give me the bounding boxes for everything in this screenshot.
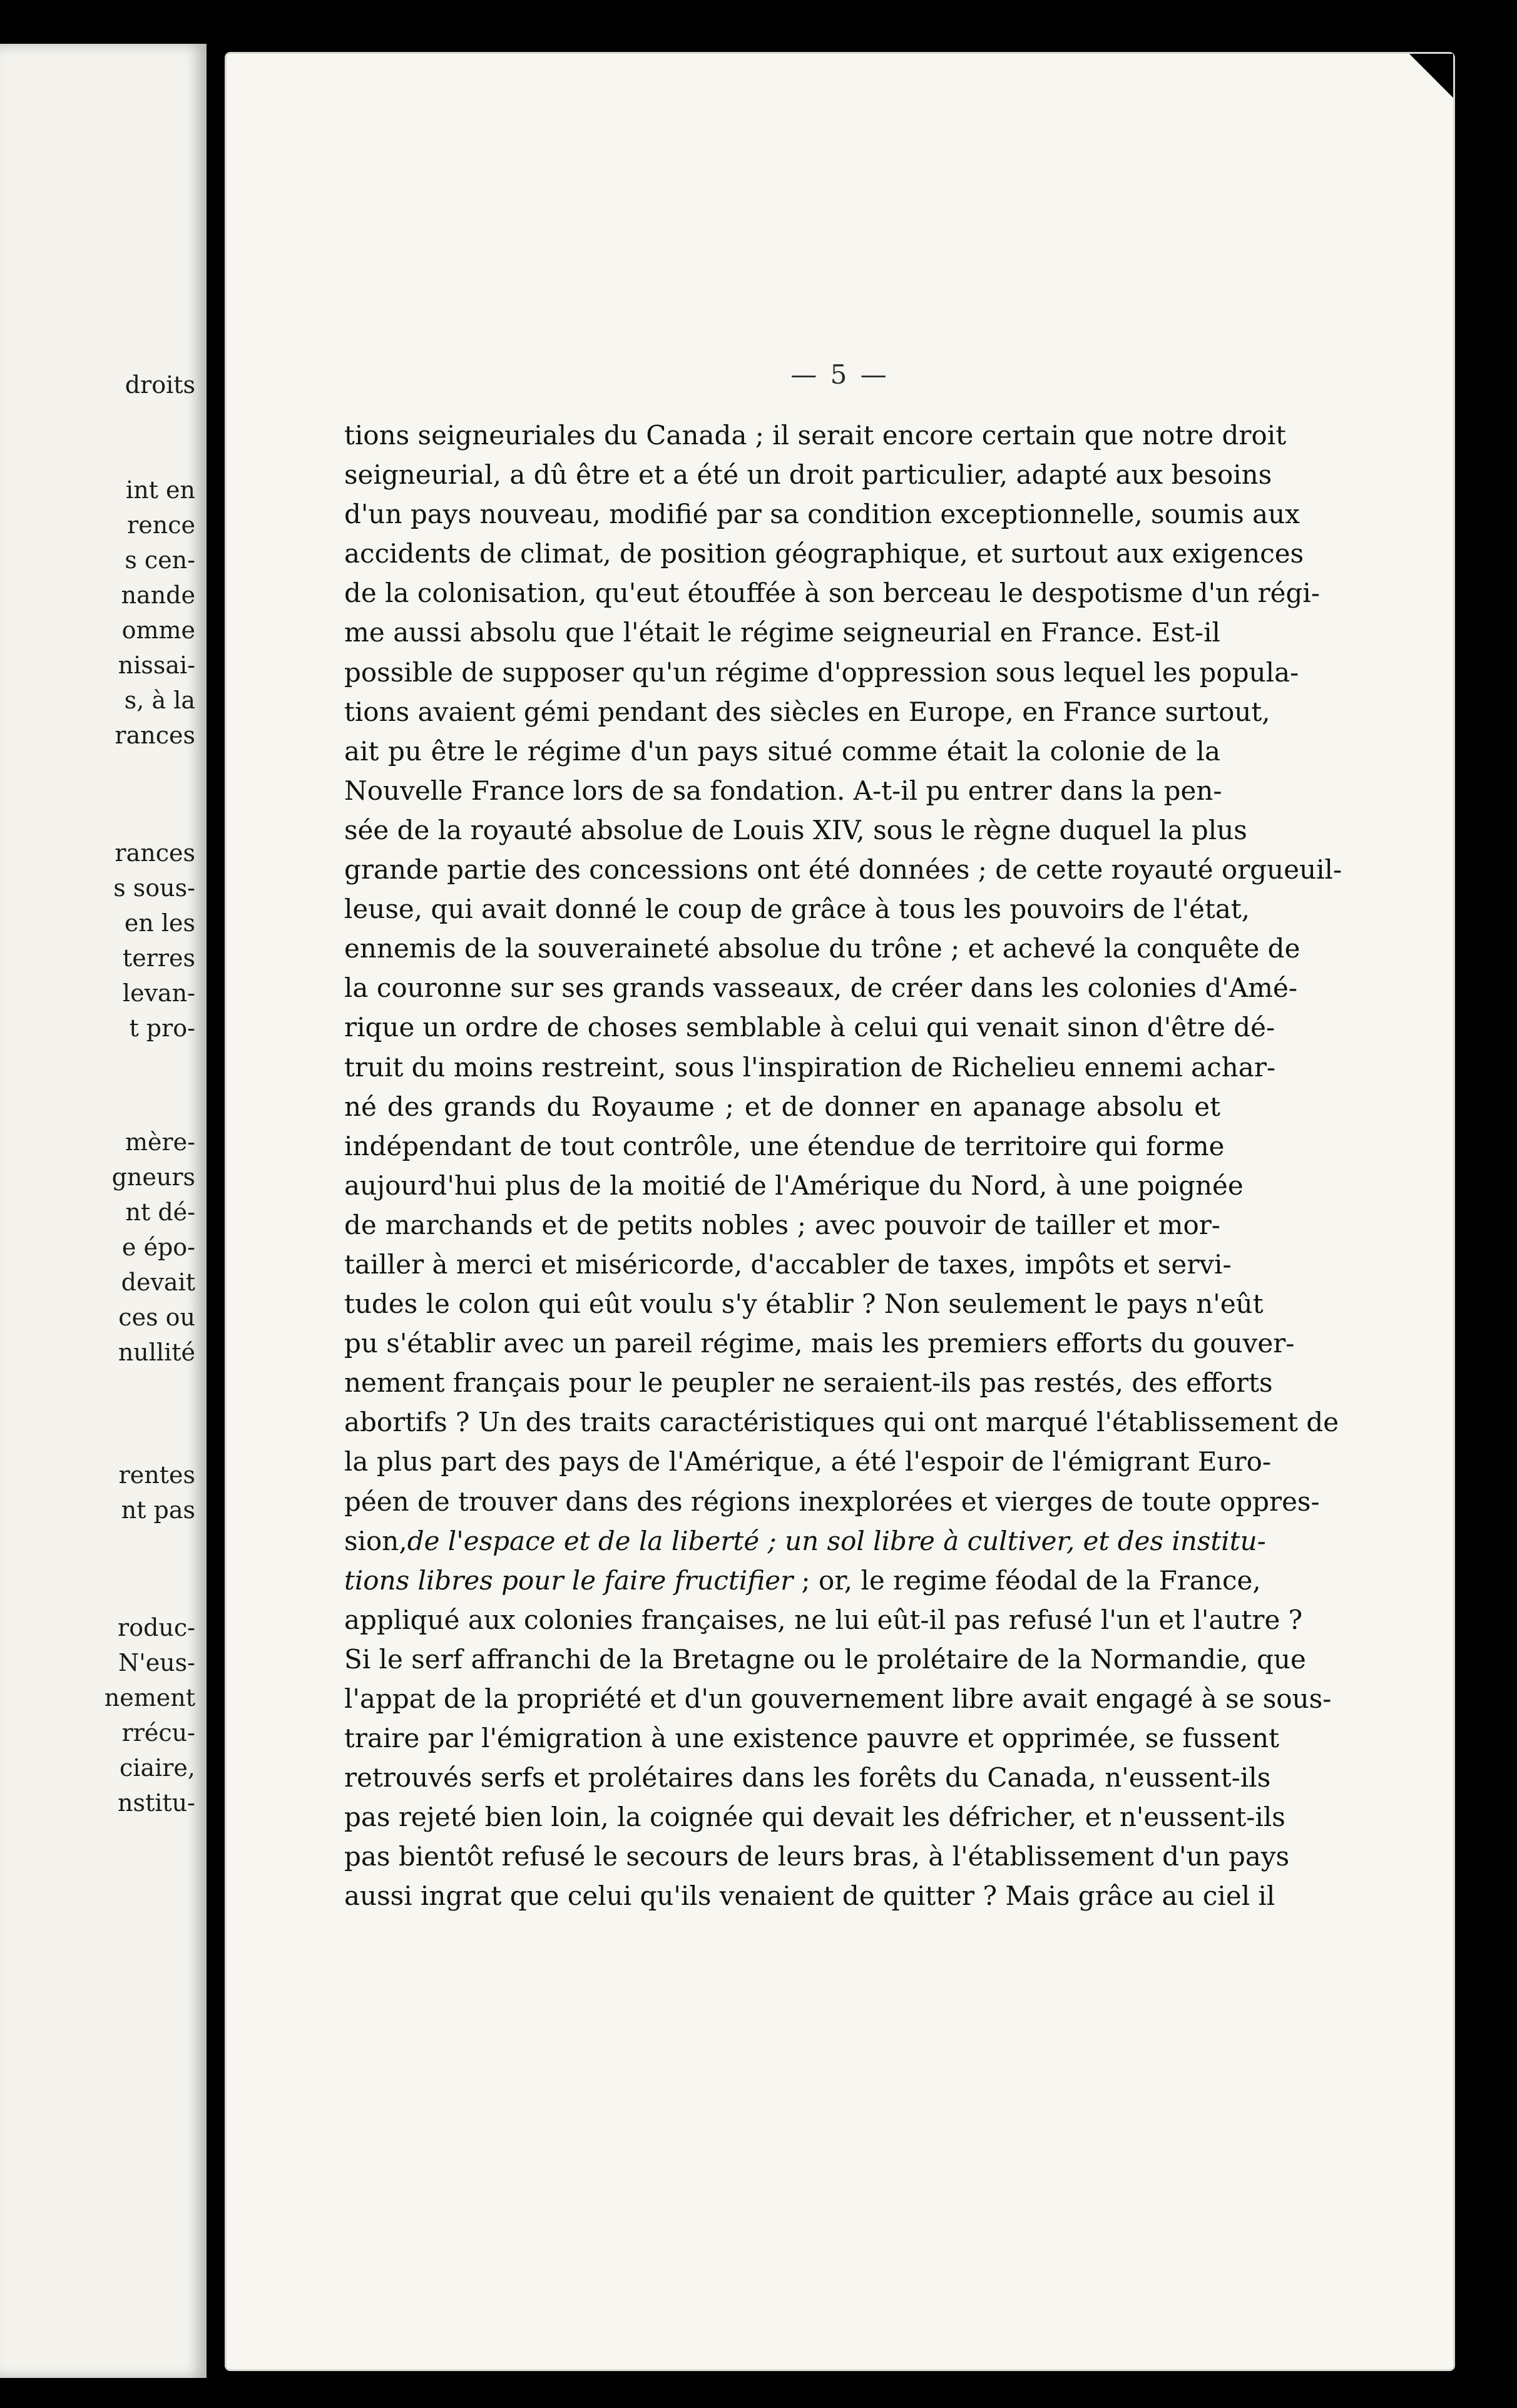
facing-page-text-fragment: terres [122, 944, 195, 972]
facing-page-text-fragment: rrécu- [121, 1719, 195, 1747]
text-line: ennemis de la souveraineté absolue du trône ; et achevé la conquête de [344, 933, 1300, 964]
facing-page-text-fragment: nement [104, 1684, 195, 1712]
text-line: retrouvés serfs et prolétaires dans les forêts du Canada, n'eussent-ils [344, 1762, 1271, 1793]
facing-page-text-fragment: droits [125, 371, 195, 399]
facing-page-text-fragment: nande [121, 581, 195, 609]
facing-page-text-fragment: s, à la [124, 686, 195, 714]
text-line: nement français pour le peupler ne seraient-ils pas restés, des efforts [344, 1367, 1273, 1399]
facing-page-text-fragment: en les [124, 909, 195, 937]
facing-page-text-fragment: ces ou [118, 1303, 195, 1331]
text-line: l'appat de la propriété et d'un gouvernement libre avait engagé à se sous- [344, 1683, 1332, 1714]
text-line-mixed [344, 1561, 1261, 1600]
text-line: rique un ordre de choses semblable à celui qui venait sinon d'être dé- [344, 1012, 1275, 1043]
text-line: aujourd'hui plus de la moitié de l'Amérique du Nord, à une poignée [344, 1170, 1244, 1201]
facing-page-text-fragment: mère- [125, 1128, 195, 1156]
text-line: tudes le colon qui eût voulu s'y établir ? Non seulement le pays n'eût [344, 1288, 1264, 1320]
text-line: né des grands du Royaume ; et de donner en apanage absolu et [344, 1091, 1220, 1122]
text-line: grande partie des concessions ont été données ; de cette royauté orgueuil- [344, 854, 1342, 885]
facing-page-text-fragment: devait [121, 1268, 195, 1296]
text-line: péen de trouver dans des régions inexplorées et vierges de toute oppres- [344, 1486, 1320, 1517]
body-text [344, 416, 1342, 1916]
text-line-mixed [344, 1521, 1266, 1561]
text-line: me aussi absolu que l'était le régime seigneurial en France. Est-il [344, 617, 1220, 648]
page-number: — 5 — [790, 359, 889, 390]
text-line: truit du moins restreint, sous l'inspiration de Richelieu ennemi achar- [344, 1051, 1276, 1083]
text-line: d'un pays nouveau, modifié par sa condition exceptionnelle, soumis aux [344, 499, 1300, 530]
facing-page-text-fragment: rances [115, 722, 195, 749]
text-line: indépendant de tout contrôle, une étendue de territoire qui forme [344, 1130, 1225, 1161]
facing-page-text-fragment: rence [127, 511, 195, 539]
facing-page-text-fragment: e épo- [121, 1233, 195, 1261]
book-page [227, 54, 1453, 2369]
text-line: pu s'établir avec un pareil régime, mais les premiers efforts du gouver- [344, 1328, 1295, 1359]
facing-page-text-fragment: gneurs [111, 1163, 195, 1191]
text-line: possible de supposer qu'un régime d'oppression sous lequel les popula- [344, 656, 1299, 688]
text-italic: tions libres pour le faire fructifier [344, 1564, 794, 1596]
text-line: aussi ingrat que celui qu'ils venaient de quitter ? Mais grâce au ciel il [344, 1880, 1275, 1912]
facing-page-text-fragment: N'eus- [118, 1649, 195, 1676]
text-line: Si le serf affranchi de la Bretagne ou le prolétaire de la Normandie, que [344, 1643, 1306, 1675]
text-line: tions seigneuriales du Canada ; il serait encore certain que notre droit [344, 420, 1287, 451]
text-line: ait pu être le régime d'un pays situé comme était la colonie de la [344, 735, 1220, 767]
facing-page-text-fragment: levan- [122, 979, 195, 1007]
facing-page-text-fragment: t pro- [129, 1014, 195, 1042]
facing-page-text-fragment: rentes [118, 1461, 195, 1489]
text-line: la plus part des pays de l'Amérique, a été l'espoir de l'émigrant Euro- [344, 1446, 1272, 1477]
text-plain: ; or, le regime féodal de la France, [793, 1564, 1261, 1596]
text-line: leuse, qui avait donné le coup de grâce à tous les pouvoirs de l'état, [344, 894, 1250, 925]
text-line: de marchands et de petits nobles ; avec pouvoir de tailler et mor- [344, 1209, 1220, 1240]
text-italic: de l'espace et de la liberté ; un sol libre à cultiver, et des institu- [407, 1525, 1266, 1556]
text-line: traire par l'émigration à une existence pauvre et opprimée, se fussent [344, 1723, 1280, 1754]
text-line: Nouvelle France lors de sa fondation. A-t-il pu entrer dans la pen- [344, 775, 1222, 806]
text-line: tailler à merci et miséricorde, d'accabler de taxes, impôts et servi- [344, 1248, 1232, 1280]
facing-page-text-fragment: nullité [118, 1339, 195, 1366]
facing-page-text-fragment: ciaire, [120, 1754, 195, 1782]
facing-page-text-fragment: nstitu- [118, 1789, 195, 1817]
text-line: tions avaient gémi pendant des siècles en Europe, en France surtout, [344, 696, 1270, 727]
text-line: appliqué aux colonies françaises, ne lui eût-il pas refusé l'un et l'autre ? [344, 1604, 1303, 1635]
text-line: seigneurial, a dû être et a été un droit particulier, adapté aux besoins [344, 459, 1272, 491]
facing-page-text-fragment: rances [115, 839, 195, 867]
page-corner [1409, 54, 1453, 98]
text-line: abortifs ? Un des traits caractéristiques qui ont marqué l'établissement de [344, 1407, 1339, 1438]
facing-page-text-fragment: nt dé- [125, 1198, 195, 1226]
facing-page-text-fragment: omme [121, 616, 195, 644]
facing-page-fragment [0, 44, 207, 2378]
text-line: sée de la royauté absolue de Louis XIV, sous le règne duquel la plus [344, 814, 1247, 845]
text-line: de la colonisation, qu'eut étouffée à son berceau le despotisme d'un régi- [344, 578, 1320, 609]
facing-page-text-fragment: nt pas [121, 1496, 195, 1524]
text-plain: sion, [344, 1525, 407, 1556]
text-line: pas rejeté bien loin, la coignée qui devait les défricher, et n'eussent-ils [344, 1802, 1285, 1833]
text-line: accidents de climat, de position géographique, et surtout aux exigences [344, 538, 1304, 569]
facing-page-text-fragment: roduc- [118, 1614, 195, 1641]
facing-page-text-fragment: int en [126, 476, 195, 504]
facing-page-text-fragment: s sous- [113, 874, 195, 902]
text-line: la couronne sur ses grands vasseaux, de créer dans les colonies d'Amé- [344, 972, 1298, 1004]
facing-page-text-fragment: nissai- [118, 651, 195, 679]
facing-page-text-fragment: s cen- [125, 546, 195, 574]
text-line: pas bientôt refusé le secours de leurs bras, à l'établissement d'un pays [344, 1841, 1290, 1872]
